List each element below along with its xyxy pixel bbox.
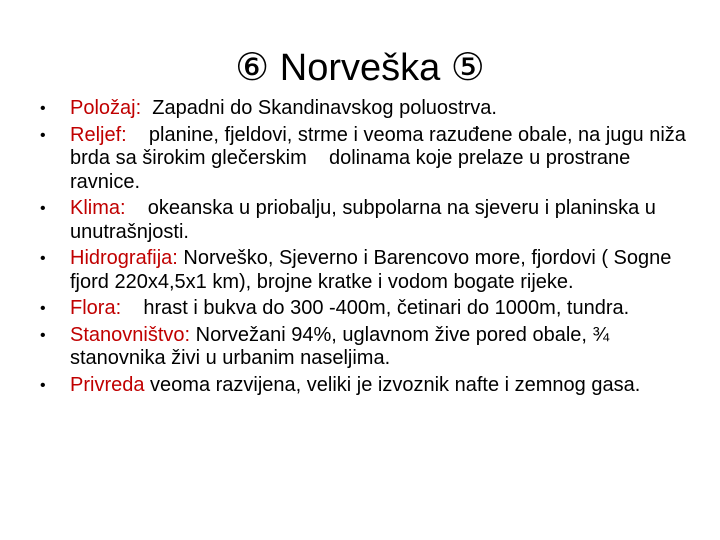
bullet-dot-icon: • — [40, 326, 46, 344]
bullet-item-polozaj — [40, 97, 700, 121]
bullet-label: Reljef: — [70, 123, 127, 146]
bullet-dot-icon: • — [40, 250, 46, 267]
bullet-item-reljef — [40, 124, 700, 195]
bullet-dot-icon: • — [40, 100, 46, 117]
bullet-text: veoma razvijena, veliki je izvoznik nafte i zemnog gasa. — [144, 373, 641, 396]
bullet-dot-icon: • — [40, 126, 46, 144]
bullet-item-stanovnistvo — [40, 324, 700, 371]
bullet-text: hrast i bukva do 300 -400m, četinari do 1000m, tundra. — [121, 297, 630, 319]
bullet-dot-icon: • — [40, 376, 46, 394]
bullet-list — [40, 97, 700, 400]
bullet-text: Norveško, Sjeverno i Barencovo more, fjordovi ( Sogne fjord 220x4,5x1 km), brojne kratke i vodom bogate rijeke. — [70, 247, 677, 293]
bullet-label: Hidrografija: — [70, 247, 178, 269]
bullet-item-flora — [40, 297, 700, 321]
bullet-text: Zapadni do Skandinavskog poluostrva. — [141, 97, 497, 119]
bullet-item-hidrografija — [40, 247, 700, 294]
bullet-text: Norvežani 94%, uglavnom žive pored obale, ¾ stanovnika živi u urbanim naseljima. — [70, 323, 615, 369]
bullet-label: Flora: — [70, 297, 122, 319]
bullet-text: okeanska u priobalju, subpolarna na sjeveru i planinska u unutrašnjosti. — [70, 197, 662, 243]
slide-title: ⑥ Norveška ⑤ — [235, 47, 485, 89]
bullet-item-privreda — [40, 374, 700, 398]
bullet-label: Položaj: — [70, 97, 142, 119]
bullet-label: Stanovništvo: — [70, 323, 191, 346]
bullet-label: Privreda — [70, 373, 145, 396]
bullet-item-klima — [40, 197, 700, 244]
bullet-dot-icon: • — [40, 200, 46, 217]
bullet-dot-icon: • — [40, 300, 46, 317]
bullet-label: Klima: — [70, 197, 126, 219]
bullet-text: planine, fjeldovi, strme i veoma razuđene obale, na jugu niža brda sa širokim glečerskim dolinama koje prelaze u prostrane ravnice. — [70, 123, 692, 193]
